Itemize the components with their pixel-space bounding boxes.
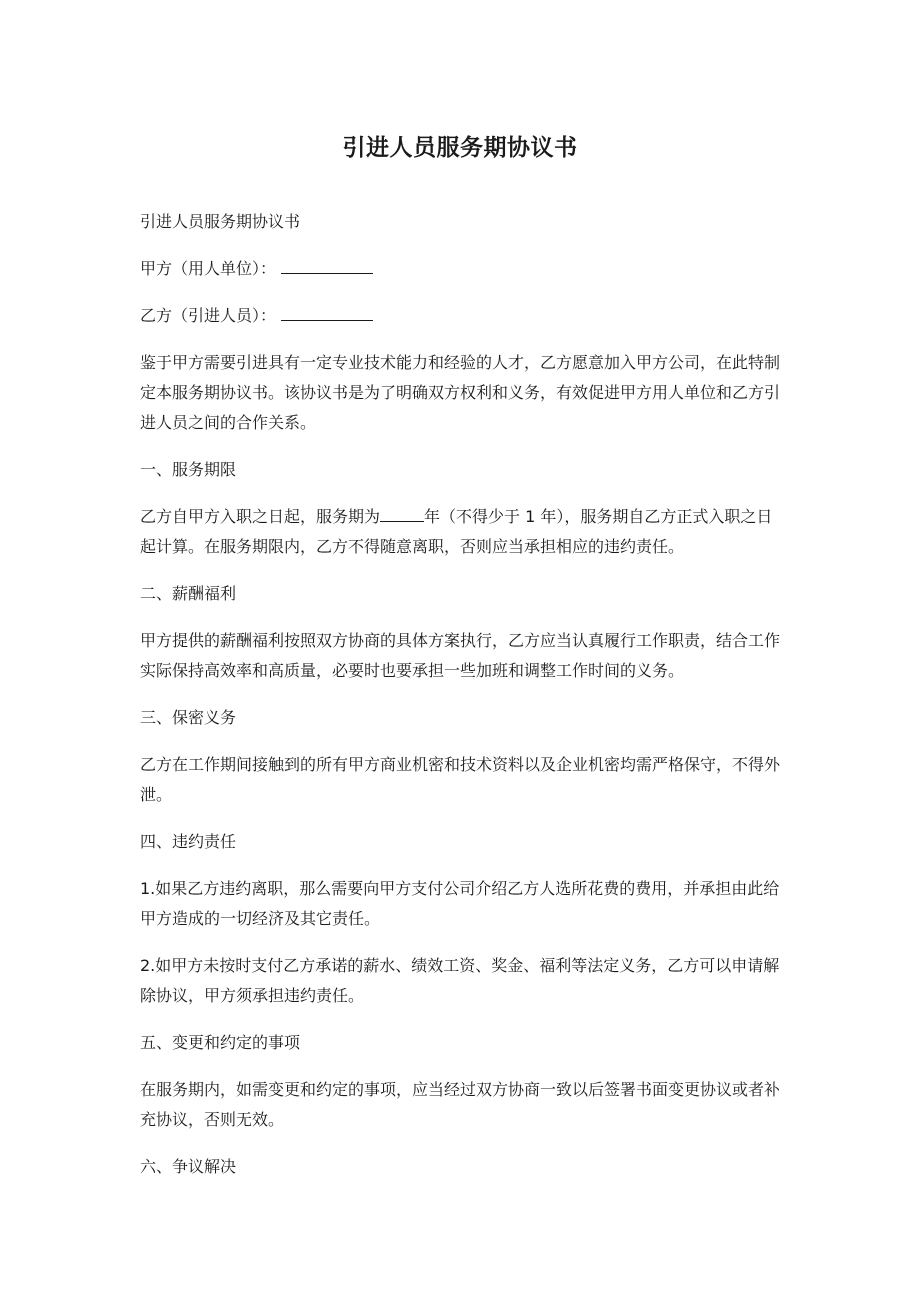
section-body-term bbox=[140, 502, 784, 562]
section-body-salary: 甲方提供的薪酬福利按照双方协商的具体方案执行，乙方应当认真履行工作职责，结合工作实际保持高效率和高质量，必要时也要承担一些加班和调整工作时间的义务。 bbox=[140, 631, 781, 680]
term-text-before: 乙方自甲方入职之日起，服务期为 bbox=[140, 507, 381, 526]
section-heading-liability: 四、违约责任 bbox=[140, 832, 237, 851]
section-body-confidentiality: 乙方在工作期间接触到的所有甲方商业机密和技术资料以及企业机密均需严格保守，不得外泄。 bbox=[140, 755, 781, 804]
document-title: 引进人员服务期协议书 bbox=[342, 135, 578, 161]
section-heading-changes: 五、变更和约定的事项 bbox=[140, 1033, 301, 1052]
section-heading-term: 一、服务期限 bbox=[140, 460, 237, 479]
party-b-blank bbox=[281, 302, 373, 321]
section-heading-confidentiality: 三、保密义务 bbox=[140, 708, 237, 727]
document-subtitle: 引进人员服务期协议书 bbox=[140, 212, 301, 231]
section-body-changes: 在服务期内，如需变更和约定的事项，应当经过双方协商一致以后签署书面变更协议或者补充协议，否则无效。 bbox=[140, 1080, 781, 1129]
liability-item-2: 2.如甲方未按时支付乙方承诺的薪水、绩效工资、奖金、福利等法定义务，乙方可以申请解除协议，甲方须承担违约责任。 bbox=[140, 956, 780, 1005]
party-b-label: 乙方（引进人员）： bbox=[140, 306, 277, 325]
term-text-after: 年（不得少于 1 年），服务期自乙方正式入职之日起计算。在服务期限内，乙方不得随意离职，否则应当承担相应的违约责任。 bbox=[140, 507, 773, 556]
term-years-blank bbox=[380, 503, 424, 522]
party-a-label: 甲方（用人单位）： bbox=[140, 259, 277, 278]
liability-item-1: 1.如果乙方违约离职，那么需要向甲方支付公司介绍乙方人选所花费的费用，并承担由此给甲方造成的一切经济及其它责任。 bbox=[140, 879, 780, 928]
party-a-blank bbox=[281, 255, 373, 274]
section-heading-salary: 二、薪酬福利 bbox=[140, 584, 237, 603]
section-heading-disputes: 六、争议解决 bbox=[140, 1157, 237, 1176]
party-b-line bbox=[140, 301, 784, 331]
party-a-line bbox=[140, 254, 784, 284]
document-body bbox=[140, 207, 784, 1199]
intro-paragraph: 鉴于甲方需要引进具有一定专业技术能力和经验的人才，乙方愿意加入甲方公司，在此特制定本服务期协议书。该协议书是为了明确双方权利和义务，有效促进甲方用人单位和乙方引进人员之间的合作关系。 bbox=[140, 353, 781, 432]
